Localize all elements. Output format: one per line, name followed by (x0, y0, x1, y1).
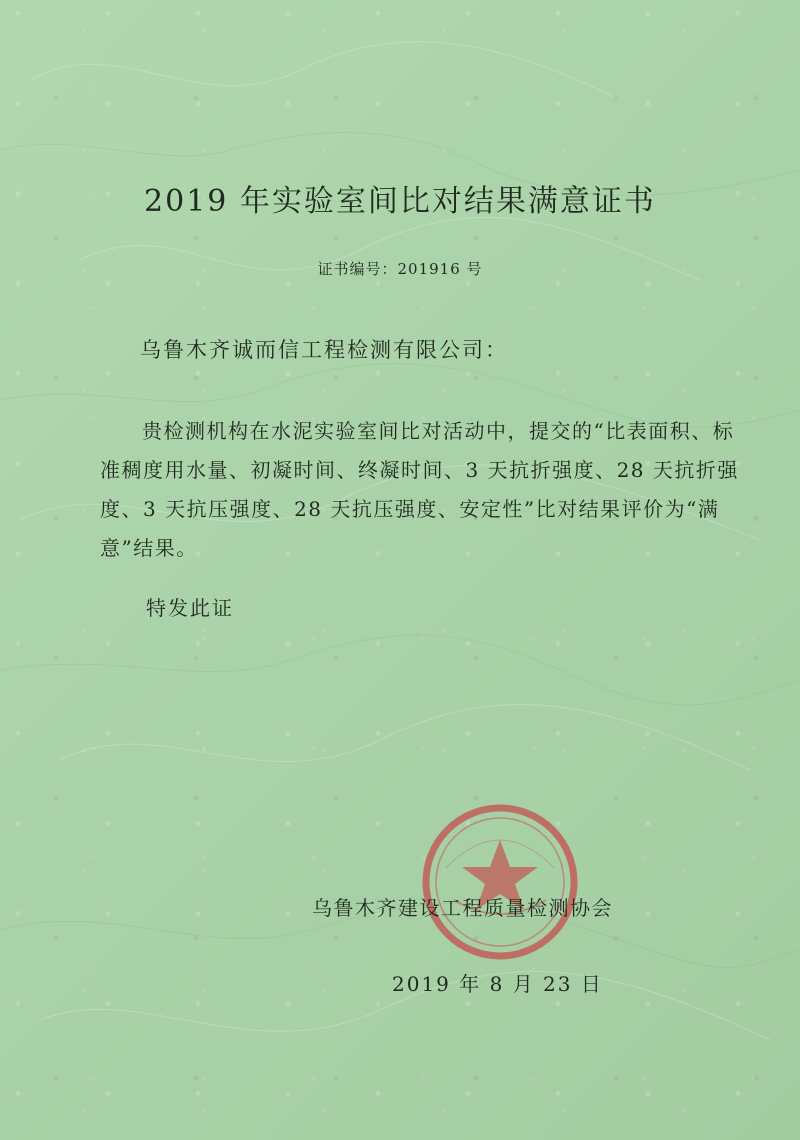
issue-date: 2019 年 8 月 23 日 (392, 972, 603, 996)
page-title: 2019 年实验室间比对结果满意证书 (144, 184, 656, 219)
certificate-body-text: 贵检测机构在水泥实验室间比对活动中，提交的“比表面积、标准稠度用水量、初凝时间、终凝时间、3 天抗折强度、28 天抗折强度、3 天抗压强度、28 天抗压强度、安定性”比对结果评价为“满意”结果。 (100, 419, 739, 560)
issuer-name: 乌鲁木齐建设工程质量检测协会 (312, 896, 613, 920)
certificate-number: 证书编号：201916 号 (317, 260, 483, 278)
issue-statement: 特发此证 (146, 596, 234, 620)
addressee: 乌鲁木齐诚而信工程检测有限公司： (140, 338, 508, 362)
official-seal (410, 792, 590, 972)
